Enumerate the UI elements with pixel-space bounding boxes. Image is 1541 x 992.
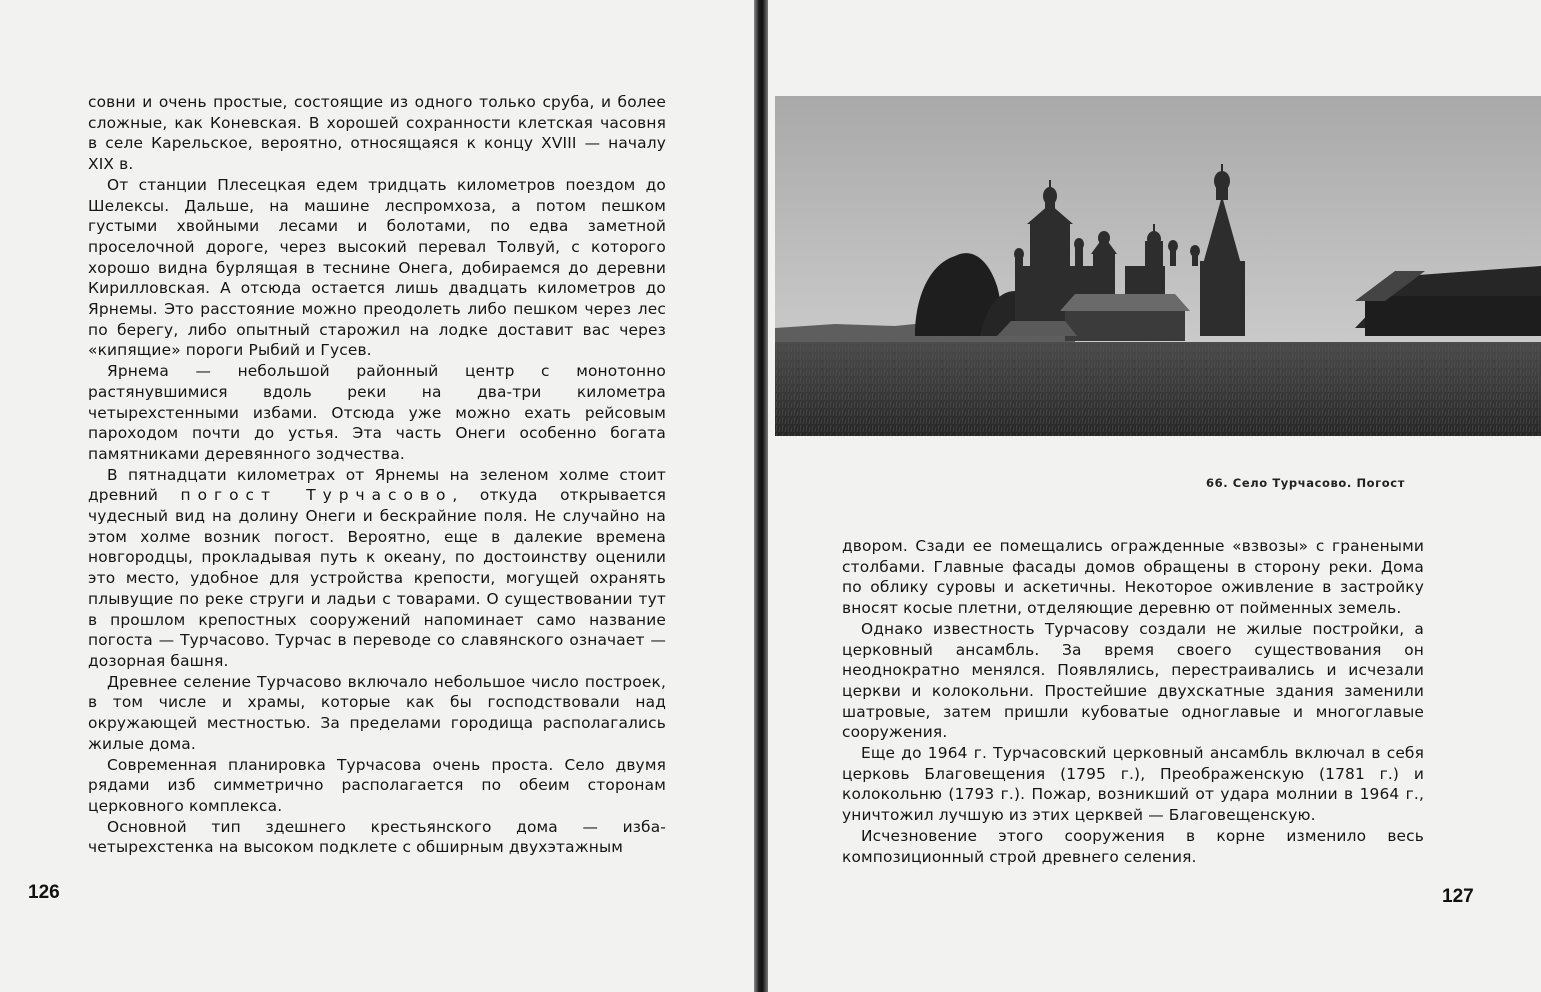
- left-page-text: [88, 92, 666, 858]
- paragraph: Ярнема — небольшой районный центр с монотонно растянувшимися вдоль реки на два-три километра четырехстенными избами. Отсюда уже можно ехать рейсовым пароходом почти до устья. Эта часть Онеги особенно богата памятниками деревянного зодчества.: [88, 362, 666, 463]
- spaced-emphasis: погост Турчасово: [180, 486, 453, 505]
- page-number-right: 127: [1442, 886, 1474, 907]
- page-number-left: 126: [28, 882, 60, 903]
- paragraph: Однако известность Турчасову создали не жилые постройки, а церковный ансамбль. За время своего существования он неоднократно менялся. Появлялись, перестраивались и исчезали церкви и колокольни. Простейшие двухскатные здания заменили шатровые, затем пришли кубоватые одноглавые и многоглавые сооружения.: [842, 619, 1424, 742]
- paragraph: [88, 465, 666, 672]
- book-gutter: [754, 0, 768, 992]
- paragraph-text: В пятнадцати километрах от Ярнемы на зеленом холме стоит древний: [88, 465, 666, 505]
- paragraph: Древнее селение Турчасово включало небольшое число построек, в том числе и храмы, которые как бы господствовали над окружающей местностью. За пределами городища располагались жилые дома.: [88, 672, 666, 753]
- paragraph: Современная планировка Турчасова очень проста. Село двумя рядами изб симметрично располагается по обеим сторонам церковного комплекса.: [88, 755, 666, 815]
- paragraph-text: , откуда открывается чудесный вид на долину Онеги и бескрайние поля. Не случайно на этом холме возник погост. Вероятно, еще в далекие времена новгородцы, прокладывая путь к океану, по достоинству оценили это место, удобное для устройства крепости, могущей охранять плывущие по реке струги и ладьи с товарами. О существовании тут в прошлом крепостных сооружений напоминает само название погоста — Турчасово. Турчас в переводе со славянского означает — дозорная башня.: [88, 486, 666, 670]
- paragraph: двором. Сзади ее помещались огражденные «взвозы» с гранеными столбами. Главные фасады домов обращены в сторону реки. Дома по облику суровы и аскетичны. Некоторое оживление в застройку вносят косые плетни, отделяющие деревню от пойменных земель.: [842, 537, 1424, 618]
- paragraph: От станции Плесецкая едем тридцать километров поездом до Шелексы. Дальше, на машине леспромхоза, а потом пешком густыми хвойными лесами и болотами, по едва заметной проселочной дороге, через высокий перевал Толвуй, с которого хорошо видна бурлящая в теснине Онега, добираемся до деревни Кирилловская. А отсюда остается лишь двадцать километров до Ярнемы. Это расстояние можно преодолеть либо пешком через лес по берегу, либо опытный старожил на лодке доставит вас через «кипящие» пороги Рыбий и Гусев.: [88, 175, 666, 360]
- paragraph: Основной тип здешнего крестьянского дома — изба-четырехстенка на высоком подклете с обширным двухэтажным: [88, 817, 666, 857]
- photo-illustration: [775, 96, 1541, 436]
- photo-caption: 66. Село Турчасово. Погост: [1206, 476, 1405, 490]
- right-page-text: [842, 536, 1424, 867]
- paragraph: совни и очень простые, состоящие из одного только сруба, и более сложные, как Коневская. В хорошей сохранности клетская часовня в селе Карельское, вероятно, относящаяся к концу XVIII — началу XIX в.: [88, 93, 666, 174]
- photo-turchasovo-pogost: [775, 96, 1541, 436]
- paragraph: Еще до 1964 г. Турчасовский церковный ансамбль включал в себя церковь Благовещения (1795 г.), Преображенскую (1781 г.) и колокольню (1793 г.). Пожар, возникший от удара молнии в 1964 г., уничтожил лучшую из этих церквей — Благовещенскую.: [842, 744, 1424, 825]
- paragraph: Исчезновение этого сооружения в корне изменило весь композиционный строй древнего селения.: [842, 826, 1424, 866]
